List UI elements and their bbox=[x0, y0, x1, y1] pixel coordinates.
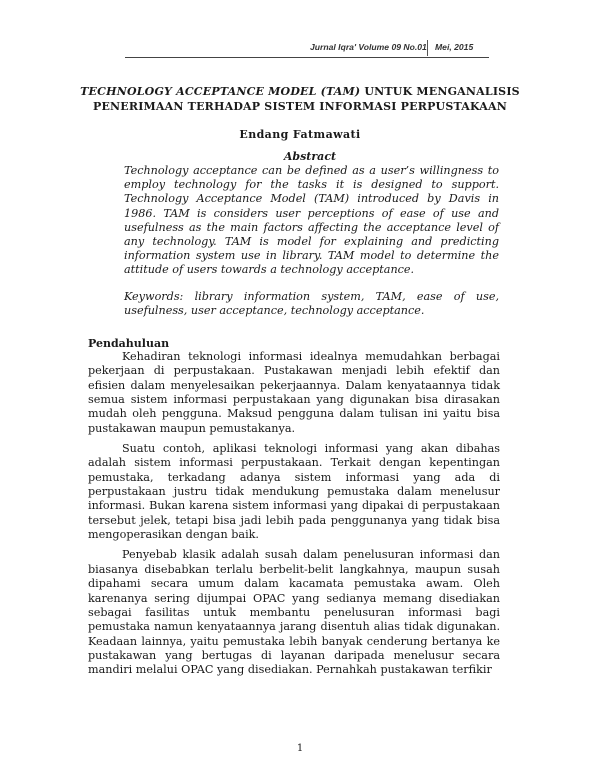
author-name: Endang Fatmawati bbox=[239, 128, 361, 141]
title-line-2: PENERIMAAN TERHADAP SISTEM INFORMASI PERPUSTAKAAN bbox=[92, 100, 508, 113]
title-italic-part: TECHNOLOGY ACCEPTANCE MODEL (TAM) bbox=[80, 85, 361, 98]
body-text bbox=[88, 350, 500, 684]
abstract-heading: Abstract bbox=[283, 150, 337, 163]
issue-date: Mei, 2015 bbox=[435, 42, 474, 52]
header-rule bbox=[125, 57, 489, 58]
paragraph: Suatu contoh, aplikasi teknologi informasi yang akan dibahas adalah sistem informasi perpustakaan. Terkait dengan kepentingan pemustaka, terkadang adanya sistem informasi yang ada di perpustakaan justru tidak mendukung pemustaka dalam menelusur informasi. Bukan karena sistem informasi yang dipakai di perpustakaan tersebut jelek, tetapi bisa jadi lebih pada penggunanya yang tidak bisa mengoperasikan dengan baik. bbox=[88, 442, 500, 542]
header-separator bbox=[427, 40, 428, 56]
paragraph: Penyebab klasik adalah susah dalam penelusuran informasi dan biasanya disebabkan terlalu berbelit-belit langkahnya, maupun susah dipahami secara umum dalam kacamata pemustaka awam. Oleh karenanya sering dijumpai OPAC yang sedianya memang disediakan sebagai fasilitas untuk membantu penelusuran informasi bagi pemustaka namun kenyataannya jarang disentuh alias tidak digunakan. Keadaan lainnya, yaitu pemustaka lebih banyak cenderung bertanya ke pustakawan yang bertugas di layanan daripada menelusur secara mandiri melalui OPAC yang disediakan. Pernahkah pustakawan terfikir bbox=[88, 548, 500, 677]
journal-name: Jurnal Iqra' Volume 09 No.01 bbox=[310, 42, 427, 52]
title-rest: UNTUK MENGANALISIS bbox=[360, 85, 520, 98]
keywords: Keywords: library information system, TAM, ease of use, usefulness, user acceptance, technology acceptance. bbox=[124, 290, 499, 318]
running-header bbox=[310, 40, 490, 56]
paper-title bbox=[80, 84, 520, 114]
section-heading: Pendahuluan bbox=[88, 337, 170, 350]
abstract-text: Technology acceptance can be defined as a user’s willingness to employ technology for the tasks it is designed to support. Technology Acceptance Model (TAM) introduced by Davis in 1986. TAM is considers user perceptions of ease of use and usefulness as the main factors affecting the acceptance level of any technology. TAM is model for explaining and predicting information system use in library. TAM model to determine the attitude of users towards a technology acceptance. bbox=[124, 164, 499, 277]
page-number: 1 bbox=[296, 743, 304, 754]
paragraph: Kehadiran teknologi informasi idealnya memudahkan berbagai pekerjaan di perpustakaan. Pustakawan menjadi lebih efektif dan efisien dalam menyelesaikan pekerjaannya. Dalam kenyataannya tidak semua sistem informasi perpustakaan yang digunakan bisa dirasakan mudah oleh pengguna. Maksud pengguna dalam tulisan ini yaitu bisa pustakawan maupun pemustakanya. bbox=[88, 350, 500, 435]
